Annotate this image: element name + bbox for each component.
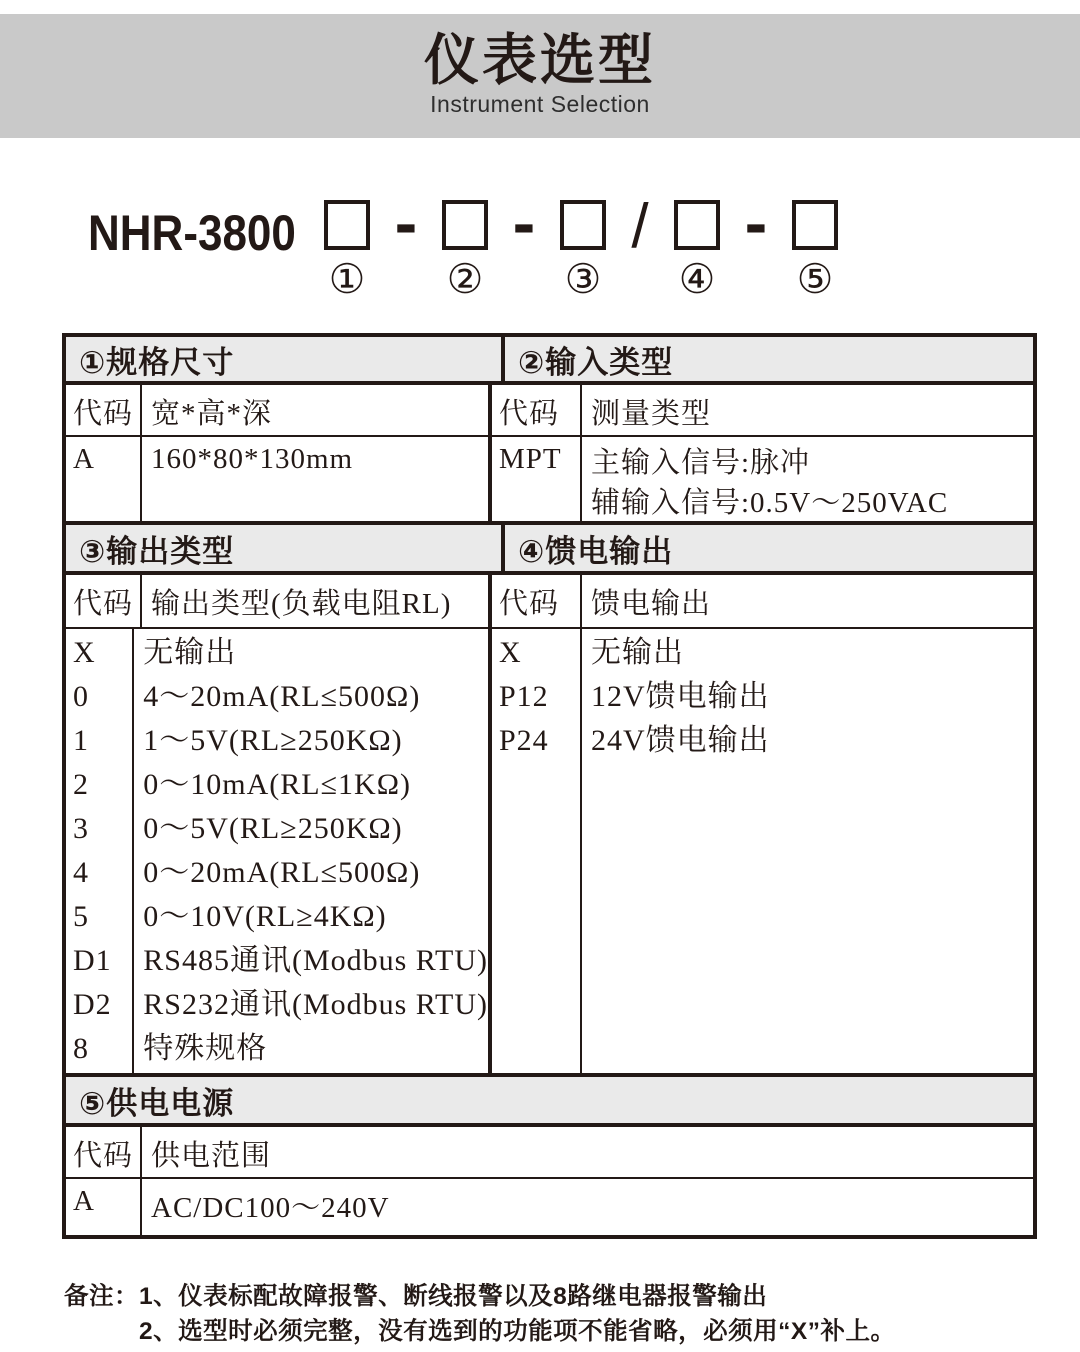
section2-header (492, 385, 1033, 435)
section3-header (66, 575, 492, 627)
page-header-banner (0, 14, 1080, 138)
page-title: 仪表选型 (423, 29, 656, 91)
section4-header (492, 575, 1033, 627)
slot-number-4: ④ (678, 256, 716, 302)
model-slot-2 (440, 200, 490, 302)
code-header: 代码 (66, 1127, 142, 1177)
data-rows-3-4 (66, 629, 1033, 1077)
section-band-5 (66, 1077, 1033, 1127)
section2-data (492, 437, 1033, 521)
code-cell: 5 (73, 900, 89, 933)
desc-cell: 0～20mA(RL≤500Ω) (143, 856, 421, 889)
model-slot-4 (672, 200, 722, 302)
model-slots (322, 185, 840, 302)
code-cell: X (73, 636, 96, 669)
section5-title: ⑤供电电源 (66, 1077, 1033, 1123)
section1-title: ①规格尺寸 (66, 337, 505, 381)
selection-table (62, 333, 1037, 1239)
model-slot-5 (790, 200, 840, 302)
code-header: 代码 (66, 385, 142, 435)
desc-cell (582, 437, 1033, 521)
desc-cell: 0～5V(RL≥250KΩ) (143, 812, 403, 845)
section1-header (66, 385, 492, 435)
code-list (66, 629, 134, 1073)
slot-number-5: ⑤ (796, 256, 834, 302)
code-header: 代码 (66, 575, 142, 627)
code-header: 代码 (492, 385, 582, 435)
notes-label: 备注： (64, 1283, 139, 1310)
footer-notes (64, 1279, 895, 1349)
desc-cell: RS485通讯(Modbus RTU) (143, 944, 488, 977)
header-row-5 (66, 1127, 1033, 1179)
slot-number-1: ① (328, 256, 366, 302)
separator-slash-icon: / (631, 192, 649, 261)
code-list (492, 629, 582, 1073)
desc-cell: 12V馈电输出 (591, 680, 770, 713)
desc-header: 供电范围 (151, 1140, 272, 1172)
model-slot-1 (322, 200, 372, 302)
code-cell: P24 (499, 724, 549, 757)
code-box-icon (560, 200, 606, 250)
desc-list (134, 629, 488, 1073)
desc-cell: AC/DC100～240V (151, 1192, 390, 1224)
model-code-line (88, 185, 1008, 308)
desc-header: 测量类型 (591, 398, 712, 430)
code-cell: P12 (499, 680, 549, 713)
slot-number-2: ② (446, 256, 484, 302)
section-band-1-2 (66, 337, 1033, 385)
model-number: NHR-3800 (88, 205, 296, 261)
section3-data (66, 629, 492, 1073)
code-cell: 4 (73, 856, 89, 889)
code-box-icon (324, 200, 370, 250)
desc-header: 宽*高*深 (151, 398, 273, 430)
desc-line-2: 辅输入信号:0.5V～250VAC (591, 487, 949, 519)
desc-cell: 无输出 (143, 636, 237, 669)
code-cell: MPT (492, 437, 582, 521)
separator-dash-icon: - (394, 185, 418, 261)
separator-dash-icon: - (744, 185, 768, 261)
code-cell: X (499, 636, 522, 669)
section4-data (492, 629, 1033, 1073)
code-cell: A (66, 437, 142, 521)
desc-cell: 160*80*130mm (151, 443, 354, 475)
header-row-1-2 (66, 385, 1033, 437)
desc-cell: 特殊规格 (143, 1032, 268, 1065)
model-slot-3 (558, 200, 608, 302)
section3-title: ③输出类型 (66, 525, 505, 571)
code-cell: A (66, 1179, 142, 1235)
section1-data (66, 437, 492, 521)
code-cell: 1 (73, 724, 89, 757)
desc-header: 馈电输出 (591, 588, 712, 620)
desc-cell: RS232通讯(Modbus RTU) (143, 988, 488, 1021)
slot-number-3: ③ (564, 256, 602, 302)
desc-list (582, 629, 1033, 1073)
code-cell: D2 (73, 988, 112, 1021)
code-box-icon (442, 200, 488, 250)
section-band-3-4 (66, 525, 1033, 575)
note-item-2: 2、选型时必须完整，没有选到的功能项不能省略，必须用“X”补上。 (139, 1318, 896, 1345)
desc-cell: 0～10V(RL≥4KΩ) (143, 900, 387, 933)
code-cell: 0 (73, 680, 89, 713)
data-row-5 (66, 1179, 1033, 1235)
header-row-3-4 (66, 575, 1033, 629)
desc-cell: 0～10mA(RL≤1KΩ) (143, 768, 412, 801)
code-cell: D1 (73, 944, 112, 977)
data-row-1-2 (66, 437, 1033, 525)
desc-header: 输出类型(负载电阻RL) (151, 588, 452, 620)
code-cell: 2 (73, 768, 89, 801)
code-box-icon (792, 200, 838, 250)
desc-line-1: 主输入信号:脉冲 (591, 447, 811, 479)
desc-cell: 4～20mA(RL≤500Ω) (143, 680, 421, 713)
desc-cell: 1～5V(RL≥250KΩ) (143, 724, 403, 757)
section4-title: ④馈电输出 (505, 525, 1033, 571)
desc-cell: 无输出 (591, 636, 684, 669)
separator-dash-icon: - (512, 185, 536, 261)
code-header: 代码 (492, 575, 582, 627)
page-subtitle: Instrument Selection (430, 91, 650, 117)
section2-title: ②输入类型 (505, 337, 1033, 381)
desc-cell: 24V馈电输出 (591, 724, 770, 757)
code-cell: 3 (73, 812, 89, 845)
notes-list (139, 1279, 895, 1349)
code-cell: 8 (73, 1032, 89, 1065)
note-item-1: 1、仪表标配故障报警、断线报警以及8路继电器报警输出 (139, 1283, 768, 1310)
code-box-icon (674, 200, 720, 250)
